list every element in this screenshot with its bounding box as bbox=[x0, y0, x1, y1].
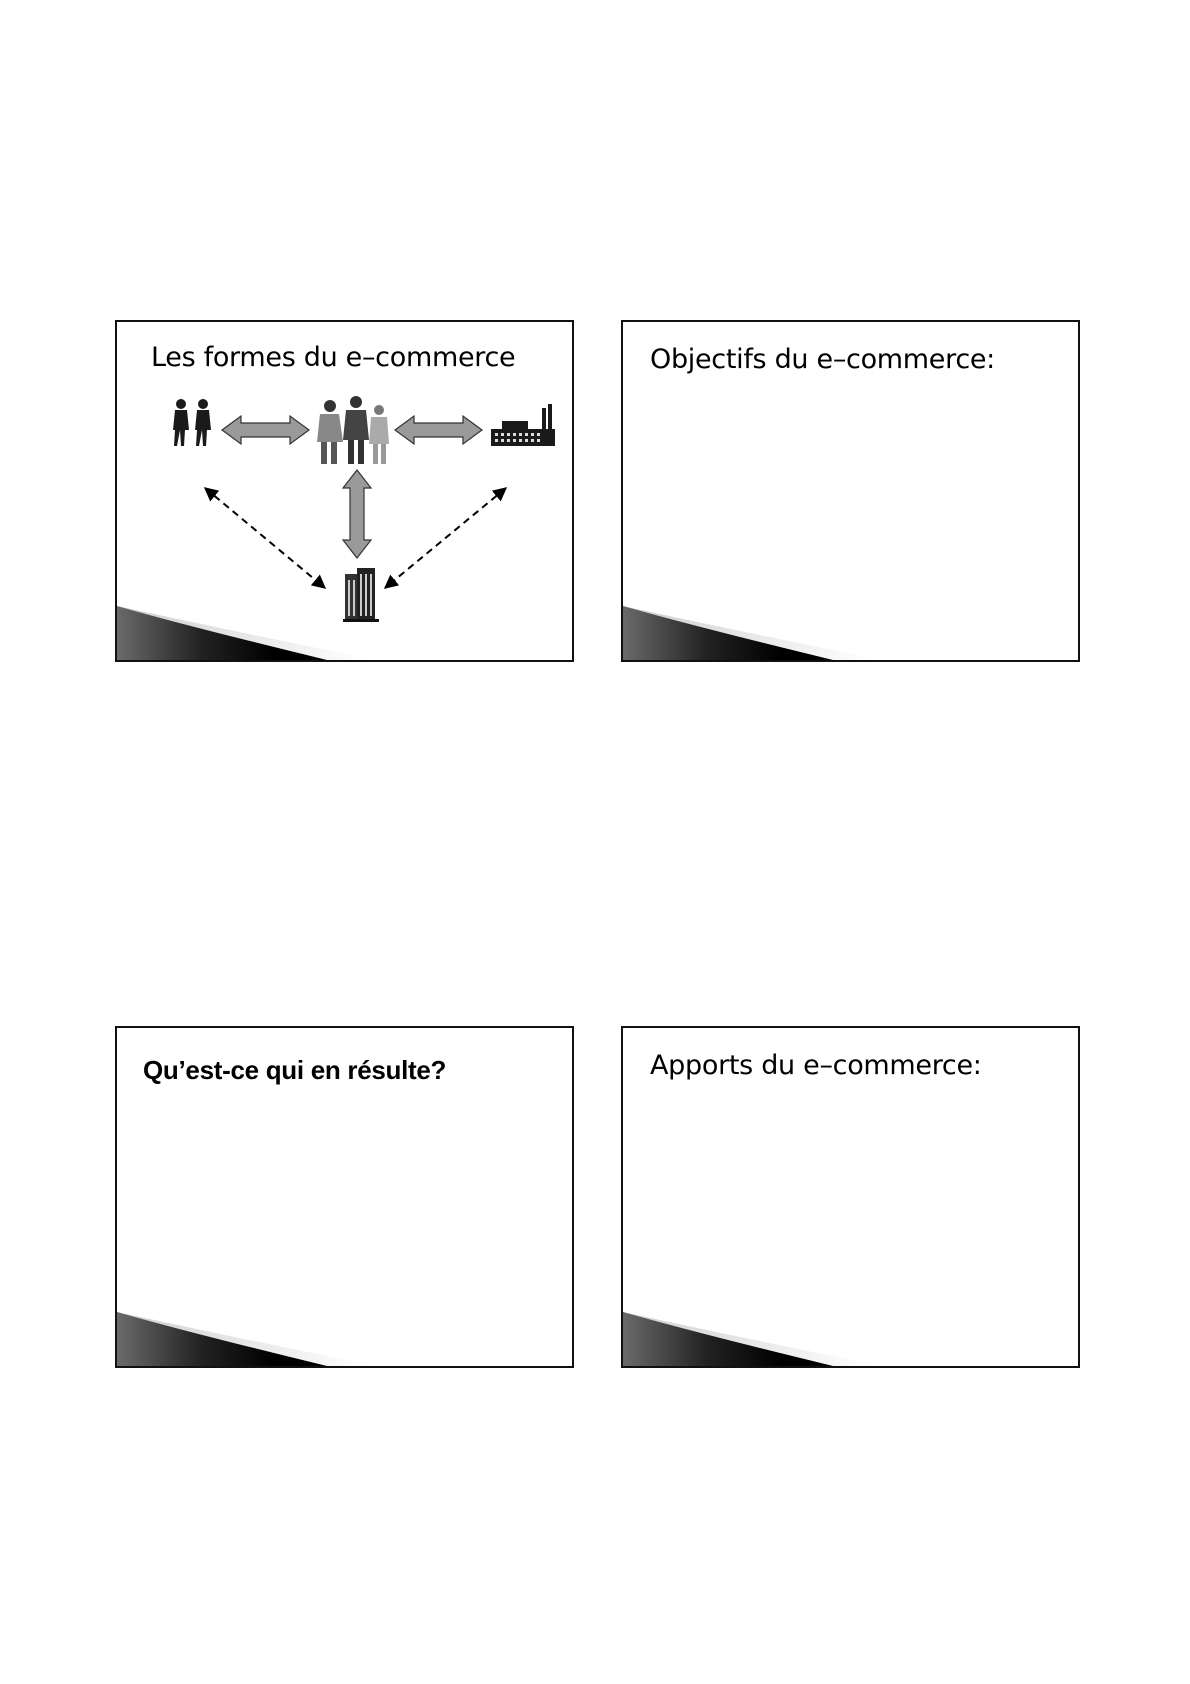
slide-apports bbox=[621, 1026, 1080, 1368]
double-arrow-vertical bbox=[343, 470, 371, 558]
slide-objectifs bbox=[621, 320, 1080, 662]
slide-title: Apports du e–commerce: bbox=[650, 1050, 982, 1081]
double-arrow-left bbox=[222, 416, 309, 444]
business-meeting-icon bbox=[317, 396, 389, 464]
corner-swoosh-decoration bbox=[117, 1306, 367, 1366]
slide-resultat bbox=[115, 1026, 574, 1368]
slide-title: Qu’est-ce qui en résulte? bbox=[143, 1055, 447, 1085]
corner-swoosh-decoration bbox=[117, 600, 367, 660]
consumers-icon bbox=[173, 399, 211, 446]
factory-icon bbox=[491, 404, 555, 446]
slide-les-formes bbox=[115, 320, 574, 662]
corner-swoosh-decoration bbox=[623, 1306, 873, 1366]
dashed-arrow-right bbox=[385, 488, 506, 588]
double-arrow-right bbox=[395, 416, 482, 444]
slide-title: Objectifs du e–commerce: bbox=[650, 344, 995, 375]
dashed-arrow-left bbox=[205, 488, 325, 588]
corner-swoosh-decoration bbox=[623, 600, 873, 660]
slide-title: Les formes du e–commerce bbox=[151, 342, 516, 373]
